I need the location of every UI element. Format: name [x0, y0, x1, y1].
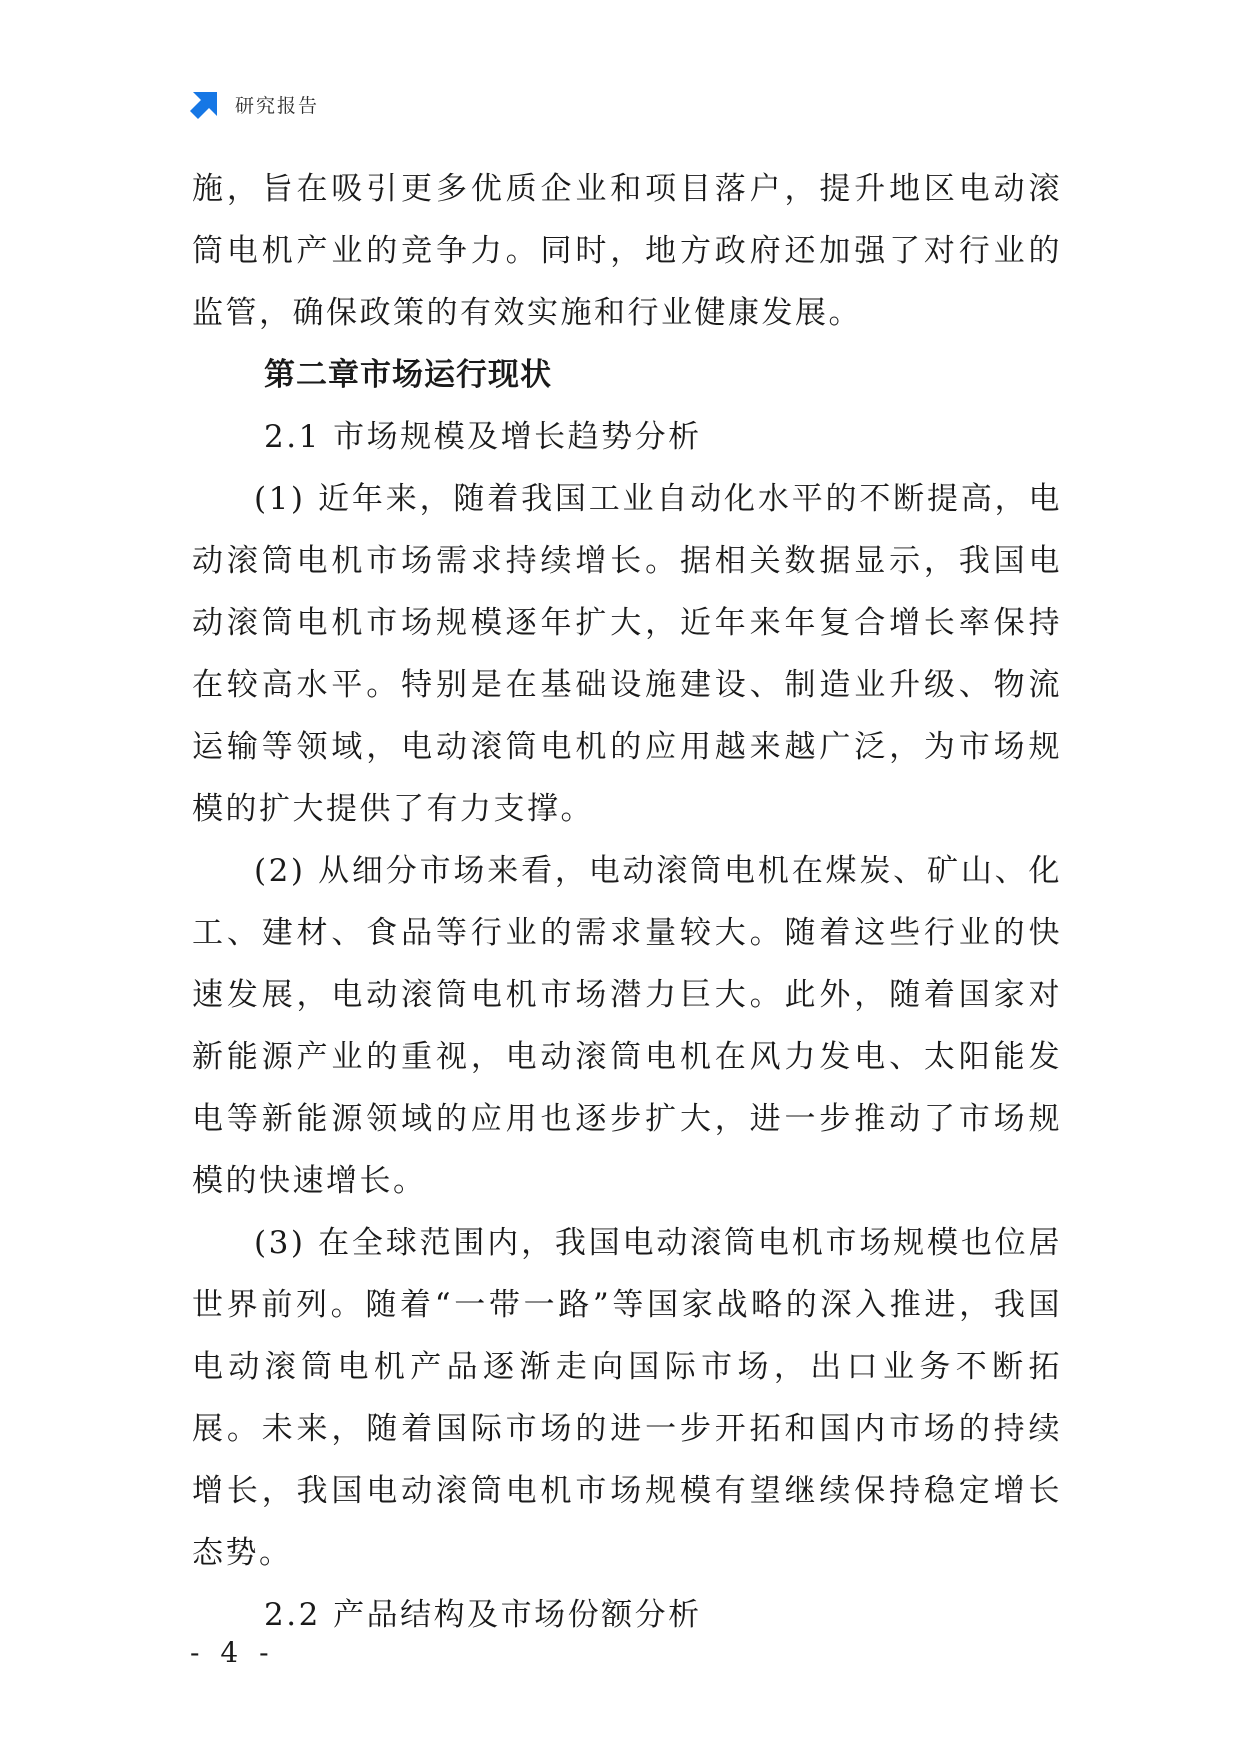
chapter-title: 第二章市场运行现状	[264, 357, 552, 393]
section-heading-2-2: 2.2 产品结构及市场份额分析	[264, 1597, 702, 1633]
document-body	[192, 158, 1062, 1646]
report-header	[189, 88, 319, 120]
page-number: - 4 -	[190, 1636, 275, 1669]
section-heading-2-1: 2.1 市场规模及增长趋势分析	[264, 419, 702, 455]
paragraph-1: (1) 近年来，随着我国工业自动化水平的不断提高，电动滚筒电机市场需求持续增长。据相关数据显示，我国电动滚筒电机市场规模逐年扩大，近年来年复合增长率保持在较高水平。特别是在基础设施建设、制造业升级、物流运输等领域，电动滚筒电机的应用越来越广泛，为市场规模的扩大提供了有力支撑。	[192, 481, 1062, 827]
paragraph-3: (3) 在全球范围内，我国电动滚筒电机市场规模也位居世界前列。随着“一带一路”等国家战略的深入推进，我国电动滚筒电机产品逐渐走向国际市场，出口业务不断拓展。未来，随着国际市场的进一步开拓和国内市场的持续增长，我国电动滚筒电机市场规模有望继续保持稳定增长态势。	[192, 1225, 1062, 1571]
paragraph-continuation: 施，旨在吸引更多优质企业和项目落户，提升地区电动滚筒电机产业的竞争力。同时，地方政府还加强了对行业的监管，确保政策的有效实施和行业健康发展。	[192, 171, 1062, 331]
diagonal-arrow-logo-icon	[189, 88, 221, 120]
header-title: 研究报告	[235, 94, 320, 117]
paragraph-2: (2) 从细分市场来看，电动滚筒电机在煤炭、矿山、化工、建材、食品等行业的需求量较大。随着这些行业的快速发展，电动滚筒电机市场潜力巨大。此外，随着国家对新能源产业的重视，电动滚筒电机在风力发电、太阳能发电等新能源领域的应用也逐步扩大，进一步推动了市场规模的快速增长。	[192, 853, 1062, 1199]
